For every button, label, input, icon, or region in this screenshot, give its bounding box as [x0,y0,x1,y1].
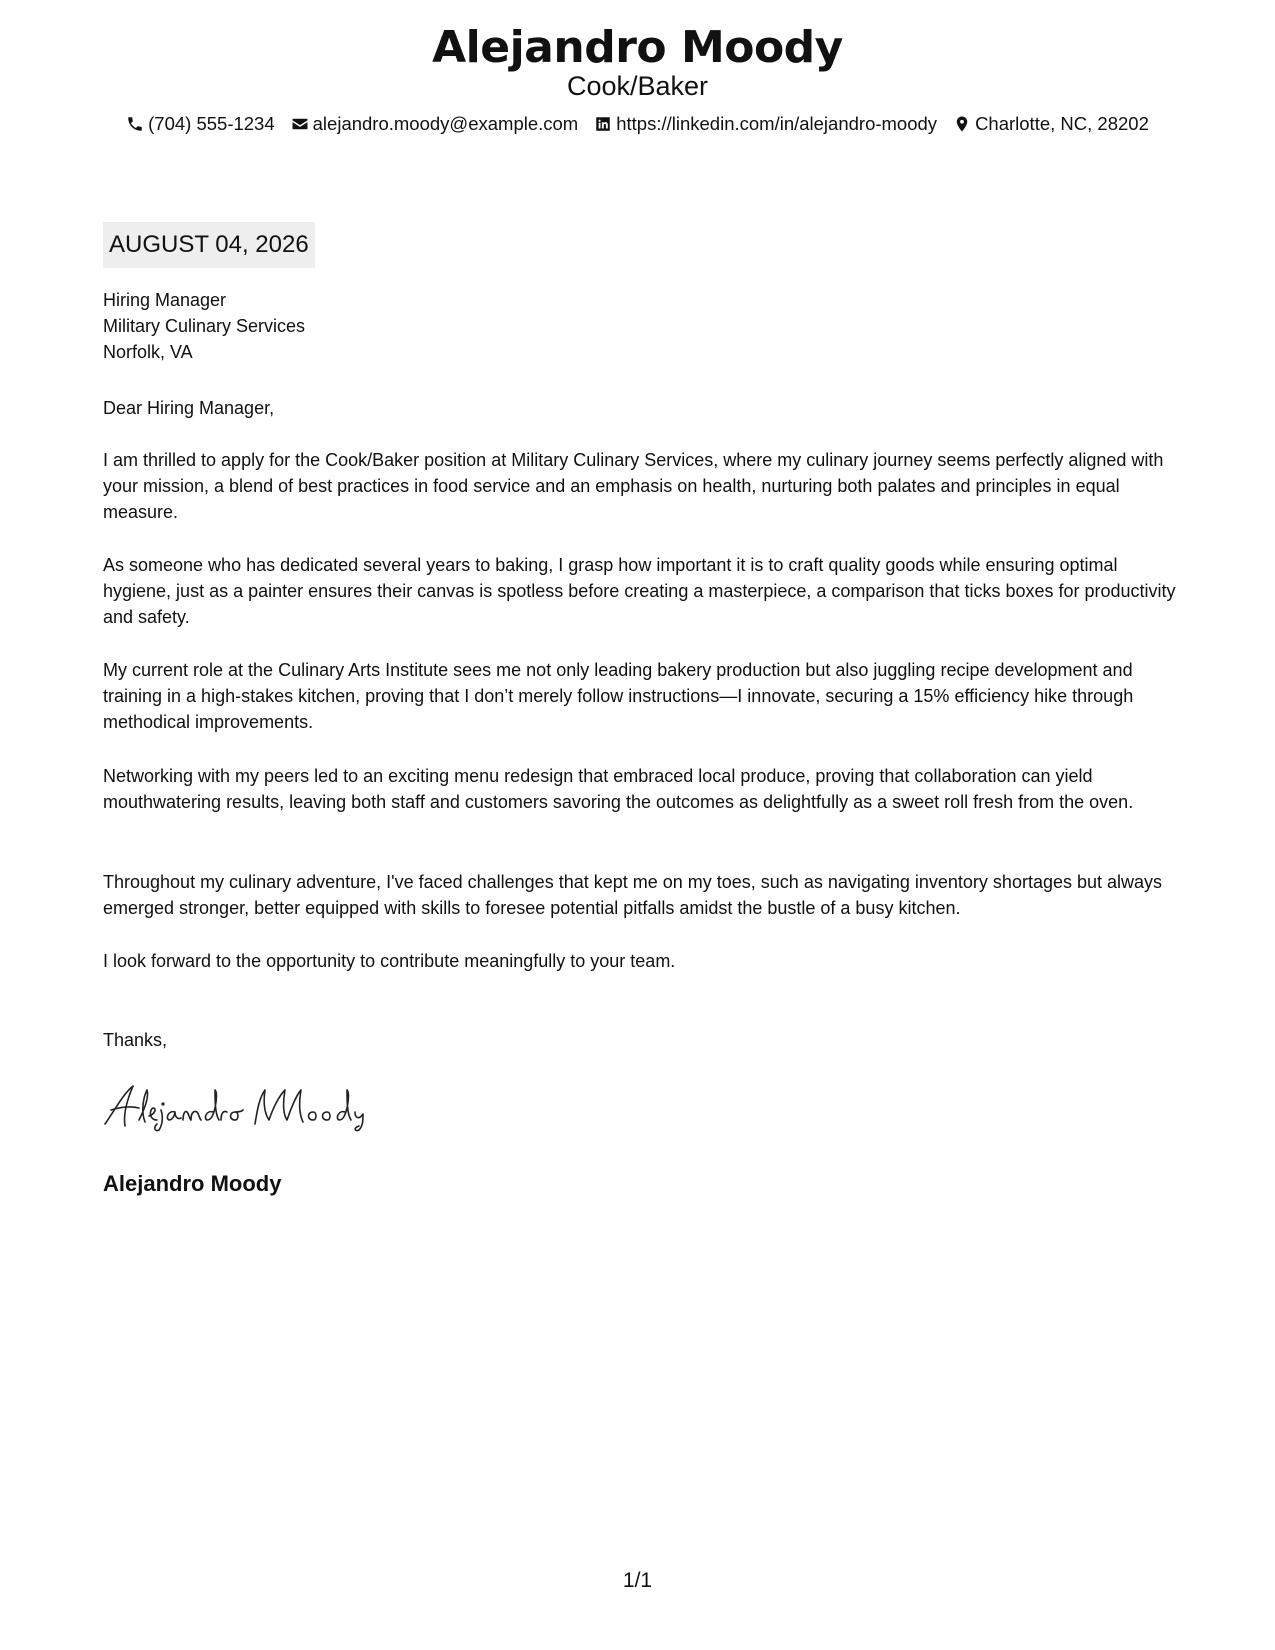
email-address[interactable]: alejandro.moody@example.com [312,113,579,134]
phone-number: (704) 555-1234 [148,113,275,134]
recipient-company: Military Culinary Services [103,316,306,336]
body-paragraph: As someone who has dedicated several years to baking, I grasp how important it is to craft quality goods while ensuring optimal hygiene, just as a painter ensures their canvas is spotless before creating a masterpiece, a comparison that ticks boxes for productivity and safety. [103,555,1176,627]
phone-icon [126,115,144,133]
envelope-icon [291,115,309,133]
recipient-location: Norfolk, VA [103,342,193,362]
contact-email[interactable] [291,112,579,136]
applicant-title: Cook/Baker [566,71,709,101]
linkedin-icon [594,115,612,133]
recipient-block [103,287,1183,365]
contact-location [953,112,1149,136]
map-pin-icon [953,115,971,133]
closing-line: Thanks, [103,1030,168,1050]
letter-header [0,22,1275,102]
body-paragraph: I am thrilled to apply for the Cook/Baker position at Military Culinary Services, where my culinary journey seems perfectly aligned with your mission, a blend of best practices in food service and an emphasis on health, nurturing both palates and principles in equal measure. [103,450,1164,522]
signer-name: Alejandro Moody [103,1171,282,1196]
location-text: Charlotte, NC, 28202 [975,113,1149,134]
salutation: Dear Hiring Manager, [103,398,275,418]
handwritten-signature [101,1080,371,1132]
body-paragraph: I look forward to the opportunity to contribute meaningfully to your team. [103,951,676,971]
body-paragraph: Networking with my peers led to an exciting menu redesign that embraced local produce, proving that collaboration can yield mouthwatering results, leaving both staff and customers savoring the outcomes as delightfully as a sweet roll fresh from the oven. [103,766,1134,812]
body-paragraph: Throughout my culinary adventure, I've faced challenges that kept me on my toes, such as navigating inventory shortages but always emerged stronger, better equipped with skills to foresee potential pitfalls amidst the bustle of a busy kitchen. [103,872,1163,918]
body-paragraph: My current role at the Culinary Arts Institute sees me not only leading bakery production but also juggling recipe development and training in a high-stakes kitchen, proving that I don’t merely follow instructions—I innovate, securing a 15% efficiency hike through methodical improvements. [103,660,1134,732]
contact-phone [126,112,275,136]
recipient-role: Hiring Manager [103,290,227,310]
letter-date: AUGUST 04, 2026 [103,222,315,268]
linkedin-url[interactable]: https://linkedin.com/in/alejandro-moody [616,113,938,134]
page-number: 1/1 [622,1569,653,1592]
applicant-name: Alejandro Moody [432,22,843,73]
contact-linkedin[interactable] [594,112,937,136]
contact-info [0,112,1275,136]
